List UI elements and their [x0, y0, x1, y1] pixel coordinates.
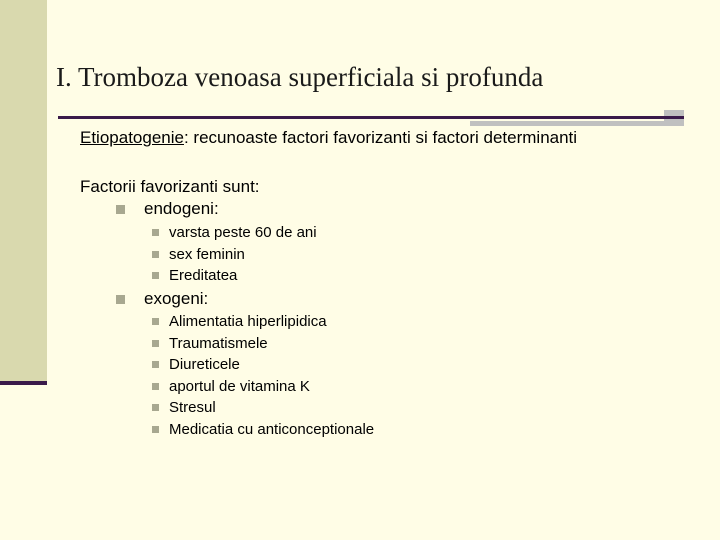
title-rule [58, 116, 684, 119]
list-item-text: sex feminin [169, 246, 245, 263]
group-label: exogeni: [144, 289, 209, 308]
list-item [152, 399, 216, 416]
group-endogeni [116, 199, 219, 219]
list-item [152, 313, 327, 330]
factors-heading: Factorii favorizanti sunt: [80, 177, 260, 196]
square-bullet-icon [152, 361, 159, 368]
list-item-text: Alimentatia hiperlipidica [169, 313, 327, 330]
list-item-text: Diureticele [169, 356, 240, 373]
intro-label: Etiopatogenie [80, 128, 184, 147]
list-item [152, 335, 268, 352]
side-band [0, 0, 47, 383]
square-bullet-icon [116, 205, 125, 214]
intro-line [80, 128, 577, 148]
list-item-text: Ereditatea [169, 267, 238, 284]
list-item-text: aportul de vitamina K [169, 378, 310, 395]
square-bullet-icon [152, 318, 159, 325]
list-item [152, 267, 237, 284]
list-item [152, 378, 310, 395]
title-rule-shadow [470, 121, 684, 126]
group-exogeni [116, 289, 208, 309]
slide-title: I. Tromboza venoasa superficiala si profunda [56, 62, 544, 92]
list-item [152, 421, 374, 438]
list-item-text: Stresul [169, 399, 216, 416]
square-bullet-icon [152, 404, 159, 411]
list-item-text: Medicatia cu anticonceptionale [169, 421, 375, 438]
square-bullet-icon [116, 295, 125, 304]
group-label: endogeni: [144, 199, 219, 218]
list-item-text: Traumatismele [169, 335, 268, 352]
square-bullet-icon [152, 426, 159, 433]
list-item [152, 356, 240, 373]
square-bullet-icon [152, 383, 159, 390]
intro-rest: : recunoaste factori favorizanti si factori determinanti [183, 128, 578, 147]
square-bullet-icon [152, 229, 159, 236]
square-bullet-icon [152, 251, 159, 258]
side-band-base [0, 381, 47, 385]
list-item [152, 246, 245, 263]
list-item-text: varsta peste 60 de ani [169, 224, 317, 241]
square-bullet-icon [152, 272, 159, 279]
square-bullet-icon [152, 340, 159, 347]
list-item [152, 224, 317, 241]
